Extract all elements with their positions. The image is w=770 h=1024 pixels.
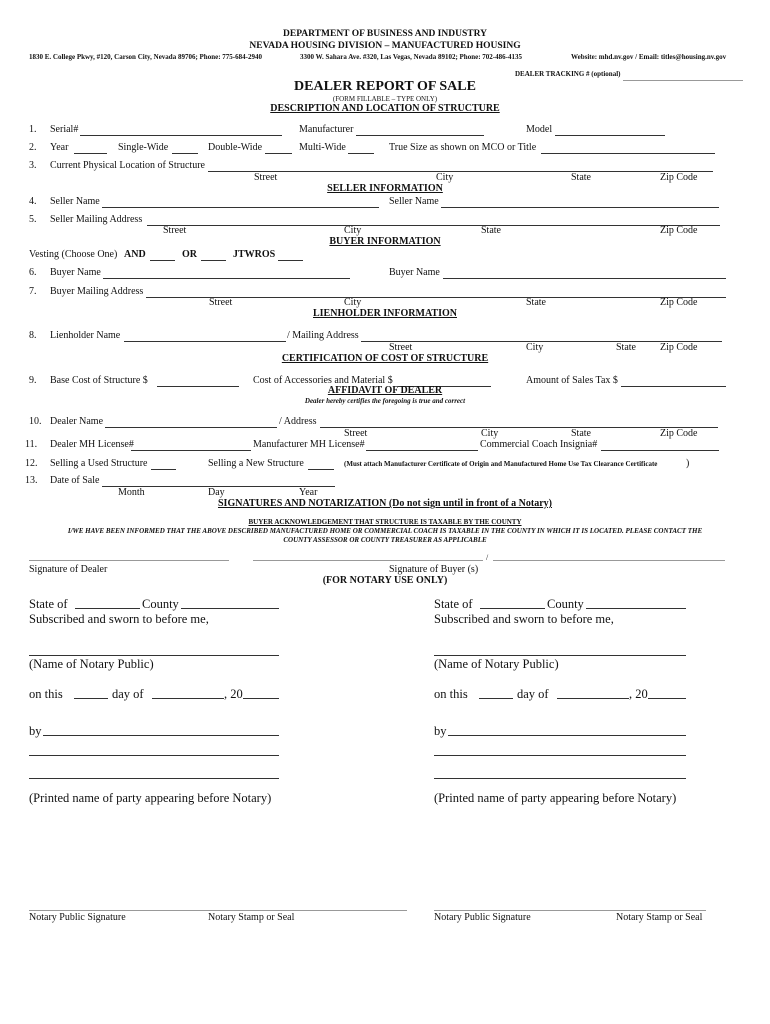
notary-right-name-caption: (Name of Notary Public) [434, 657, 559, 671]
item-number-11: 11. [25, 439, 38, 450]
notary-use-only: (FOR NOTARY USE ONLY) [322, 575, 448, 586]
buyer-signature-line-1[interactable] [253, 548, 483, 561]
notary-left-county-field[interactable] [181, 596, 279, 609]
notary-right-county-field[interactable] [586, 596, 686, 609]
lienholder-mailing-label: / Mailing Address [287, 330, 359, 341]
dealer-city-caption: City [481, 428, 499, 439]
seller-name-field[interactable] [102, 195, 379, 208]
buyer-signature-slash: / [486, 553, 489, 562]
insignia-label: Commercial Coach Insignia# [480, 439, 598, 450]
notary-left-county-label: County [142, 597, 179, 611]
item-number-9: 9. [29, 375, 37, 386]
single-wide-label: Single-Wide [118, 142, 169, 153]
manufacturer-label: Manufacturer [299, 124, 354, 135]
used-structure-field[interactable] [151, 457, 176, 470]
manufacturer-field[interactable] [356, 123, 484, 136]
notary-left-state-label: State of [29, 597, 68, 611]
sales-tax-label: Amount of Sales Tax $ [526, 375, 618, 386]
seller-name-2-field[interactable] [441, 195, 719, 208]
dealer-license-field[interactable] [131, 438, 251, 451]
notary-left-day-of: day of [112, 687, 144, 701]
notary-left-signature-label: Notary Public Signature [29, 912, 126, 923]
base-cost-label: Base Cost of Structure $ [50, 375, 148, 386]
dealer-street-caption: Street [344, 428, 368, 439]
buyer-street-caption: Street [209, 297, 233, 308]
lien-street-caption: Street [389, 342, 413, 353]
vesting-or-field[interactable] [201, 248, 226, 261]
seller-name-2-label: Seller Name [389, 196, 439, 207]
buyer-city-caption: City [344, 297, 362, 308]
dealer-name-field[interactable] [105, 415, 277, 428]
department-title: DEPARTMENT OF BUSINESS AND INDUSTRY [283, 29, 487, 39]
lienholder-name-label: Lienholder Name [50, 330, 121, 341]
notary-left-signature-line[interactable] [29, 898, 407, 911]
cost-heading: CERTIFICATION OF COST OF STRUCTURE [281, 353, 489, 364]
multi-wide-label: Multi-Wide [299, 142, 346, 153]
seller-state-caption: State [481, 225, 501, 236]
notary-right-signature-label: Notary Public Signature [434, 912, 531, 923]
dealer-signature-line[interactable] [29, 548, 229, 561]
dealer-zip-caption: Zip Code [660, 428, 698, 439]
buyer-name-2-label: Buyer Name [389, 267, 440, 278]
affidavit-heading: AFFIDAVIT OF DEALER [327, 385, 443, 396]
vesting-and-label: AND [124, 249, 146, 260]
notary-right-state-field[interactable] [480, 596, 545, 609]
item-number-8: 8. [29, 330, 37, 341]
dealer-name-label: Dealer Name [50, 416, 104, 427]
notary-left-name-field[interactable] [29, 643, 279, 656]
notary-right-name-field[interactable] [434, 643, 686, 656]
notary-left-by-line-3[interactable] [29, 766, 279, 779]
seller-mailing-label: Seller Mailing Address [50, 214, 143, 225]
las-vegas-address: 3300 W. Sahara Ave. #320, Las Vegas, Nevada 89102; Phone: 702-486-4135 [300, 53, 522, 61]
serial-field[interactable] [80, 123, 282, 136]
location-state-caption: State [571, 172, 591, 183]
seller-name-label: Seller Name [50, 196, 100, 207]
buyer-state-caption: State [526, 297, 546, 308]
seller-zip-caption: Zip Code [660, 225, 698, 236]
seller-heading: SELLER INFORMATION [327, 183, 443, 194]
item-number-13: 13. [25, 475, 38, 486]
item-number-7: 7. [29, 286, 37, 297]
notary-right-by-line-3[interactable] [434, 766, 686, 779]
must-attach-close-paren: ) [686, 458, 690, 469]
new-structure-label: Selling a New Structure [208, 458, 304, 469]
multi-wide-field[interactable] [348, 141, 374, 154]
double-wide-field[interactable] [265, 141, 292, 154]
notary-left-printed-caption: (Printed name of party appearing before Notary) [29, 791, 272, 805]
physical-location-label: Current Physical Location of Structure [50, 160, 205, 171]
location-street-caption: Street [254, 172, 278, 183]
lienholder-mailing-field[interactable] [361, 329, 722, 342]
accessories-cost-label: Cost of Accessories and Material $ [253, 375, 393, 386]
buyer-signature-label: Signature of Buyer (s) [389, 564, 479, 575]
notary-left-state-field[interactable] [75, 596, 140, 609]
used-structure-label: Selling a Used Structure [50, 458, 148, 469]
notary-left-by-line-2[interactable] [29, 743, 279, 756]
notary-right-comma20: , 20 [629, 687, 648, 701]
notary-left-by-field[interactable] [43, 723, 279, 736]
notary-left-month-field[interactable] [152, 686, 224, 699]
buyer-name-field[interactable] [103, 266, 350, 279]
dealer-signature-label: Signature of Dealer [29, 564, 108, 575]
buyer-ack-title: BUYER ACKNOWLEDGEMENT THAT STRUCTURE IS TAXABLE BY THE COUNTY [248, 518, 522, 526]
location-zip-caption: Zip Code [660, 172, 698, 183]
notary-right-day-of: day of [517, 687, 549, 701]
dealer-address-field[interactable] [320, 415, 718, 428]
buyer-zip-caption: Zip Code [660, 297, 698, 308]
notary-left-comma20: , 20 [224, 687, 243, 701]
notary-right-state-label: State of [434, 597, 473, 611]
dealer-license-label: Dealer MH License# [50, 439, 134, 450]
vesting-label: Vesting (Choose One) [29, 249, 118, 260]
date-year-caption: Year [299, 487, 318, 498]
notary-right-on-this: on this [434, 687, 468, 701]
affidavit-certifies: Dealer hereby certifies the foregoing is true and correct [304, 397, 466, 405]
year-field[interactable] [74, 141, 107, 154]
buyer-mailing-field[interactable] [146, 285, 726, 298]
notary-left-stamp-label: Notary Stamp or Seal [208, 912, 295, 923]
vesting-and-field[interactable] [150, 248, 175, 261]
mfr-license-field[interactable] [366, 438, 478, 451]
notary-right-by-field[interactable] [448, 723, 686, 736]
form-subtitle: (FORM FILLABLE – TYPE ONLY) [332, 95, 438, 103]
lien-state-caption: State [616, 342, 636, 353]
buyer-name-label: Buyer Name [50, 267, 101, 278]
must-attach-note: (Must attach Manufacturer Certificate of Origin and Manufactured Home Use Tax Clearance Certificate [344, 460, 658, 468]
notary-right-year-field[interactable] [648, 686, 686, 699]
single-wide-field[interactable] [172, 141, 198, 154]
true-size-field[interactable] [541, 141, 715, 154]
insignia-field[interactable] [601, 438, 719, 451]
notary-left-year-field[interactable] [243, 686, 279, 699]
double-wide-label: Double-Wide [208, 142, 263, 153]
model-field[interactable] [555, 123, 665, 136]
dealer-state-caption: State [571, 428, 591, 439]
year-label: Year [50, 142, 69, 153]
section-structure-heading: DESCRIPTION AND LOCATION OF STRUCTURE [270, 103, 500, 114]
item-number-4: 4. [29, 196, 37, 207]
notary-right-signature-line[interactable] [434, 898, 706, 911]
lienholder-name-field[interactable] [124, 329, 286, 342]
notary-right-printed-caption: (Printed name of party appearing before Notary) [434, 791, 677, 805]
date-of-sale-label: Date of Sale [50, 475, 100, 486]
new-structure-field[interactable] [308, 457, 334, 470]
item-number-1: 1. [29, 124, 37, 135]
physical-location-field[interactable] [208, 159, 713, 172]
seller-mailing-field[interactable] [147, 213, 720, 226]
item-number-10: 10. [29, 416, 42, 427]
form-title: DEALER REPORT OF SALE [294, 79, 476, 94]
carson-city-address: 1830 E. College Pkwy, #120, Carson City, Nevada 89706; Phone: 775-684-2940 [29, 53, 262, 61]
lien-zip-caption: Zip Code [660, 342, 698, 353]
notary-right-subscribed: Subscribed and sworn to before me, [434, 612, 614, 626]
item-number-3: 3. [29, 160, 37, 171]
notary-right-county-label: County [547, 597, 584, 611]
notary-left-by: by [29, 724, 42, 738]
notary-left-day-field[interactable] [74, 686, 108, 699]
dealer-tracking-label: DEALER TRACKING # (optional) [515, 70, 621, 78]
item-number-12: 12. [25, 458, 38, 469]
vesting-or-label: OR [182, 249, 197, 260]
date-month-caption: Month [118, 487, 145, 498]
seller-street-caption: Street [163, 225, 187, 236]
item-number-2: 2. [29, 142, 37, 153]
vesting-jtwros-label: JTWROS [233, 249, 276, 260]
website-email: Website: mhd.nv.gov / Email: titles@housing.nv.gov [571, 53, 727, 61]
item-number-6: 6. [29, 267, 37, 278]
notary-right-day-field[interactable] [479, 686, 513, 699]
signatures-heading: SIGNATURES AND NOTARIZATION (Do not sign until in front of a Notary) [217, 498, 553, 509]
notary-right-stamp-label: Notary Stamp or Seal [616, 912, 703, 923]
serial-label: Serial# [50, 124, 79, 135]
model-label: Model [526, 124, 553, 135]
lien-city-caption: City [526, 342, 544, 353]
mfr-license-label: Manufacturer MH License# [253, 439, 365, 450]
buyer-heading: BUYER INFORMATION [329, 236, 441, 247]
notary-right-by-line-2[interactable] [434, 743, 686, 756]
true-size-label: True Size as shown on MCO or Title [389, 142, 537, 153]
dealer-address-label: / Address [279, 416, 317, 427]
notary-left-on-this: on this [29, 687, 63, 701]
notary-right-by: by [434, 724, 447, 738]
buyer-mailing-label: Buyer Mailing Address [50, 286, 144, 297]
buyer-name-2-field[interactable] [443, 266, 726, 279]
buyer-ack-line-1: I/WE HAVE BEEN INFORMED THAT THE ABOVE DESCRIBED MANUFACTURED HOME OR COMMERCIAL COACH IS TAXABLE IN THE COUNTY IN WHICH IT IS LOCATED. PLEASE CONTACT THE [67, 527, 703, 535]
notary-left-name-caption: (Name of Notary Public) [29, 657, 154, 671]
item-number-5: 5. [29, 214, 37, 225]
vesting-jtwros-field[interactable] [278, 248, 303, 261]
location-city-caption: City [436, 172, 454, 183]
lienholder-heading: LIENHOLDER INFORMATION [313, 308, 457, 319]
buyer-signature-line-2[interactable] [493, 548, 725, 561]
notary-right-month-field[interactable] [557, 686, 629, 699]
date-day-caption: Day [208, 487, 225, 498]
seller-city-caption: City [344, 225, 362, 236]
date-of-sale-field[interactable] [102, 474, 335, 487]
notary-left-subscribed: Subscribed and sworn to before me, [29, 612, 209, 626]
division-title: NEVADA HOUSING DIVISION – MANUFACTURED HOUSING [249, 41, 521, 51]
buyer-ack-line-2: COUNTY ASSESSOR OR COUNTY TREASURER AS APPLICABLE [283, 536, 487, 544]
